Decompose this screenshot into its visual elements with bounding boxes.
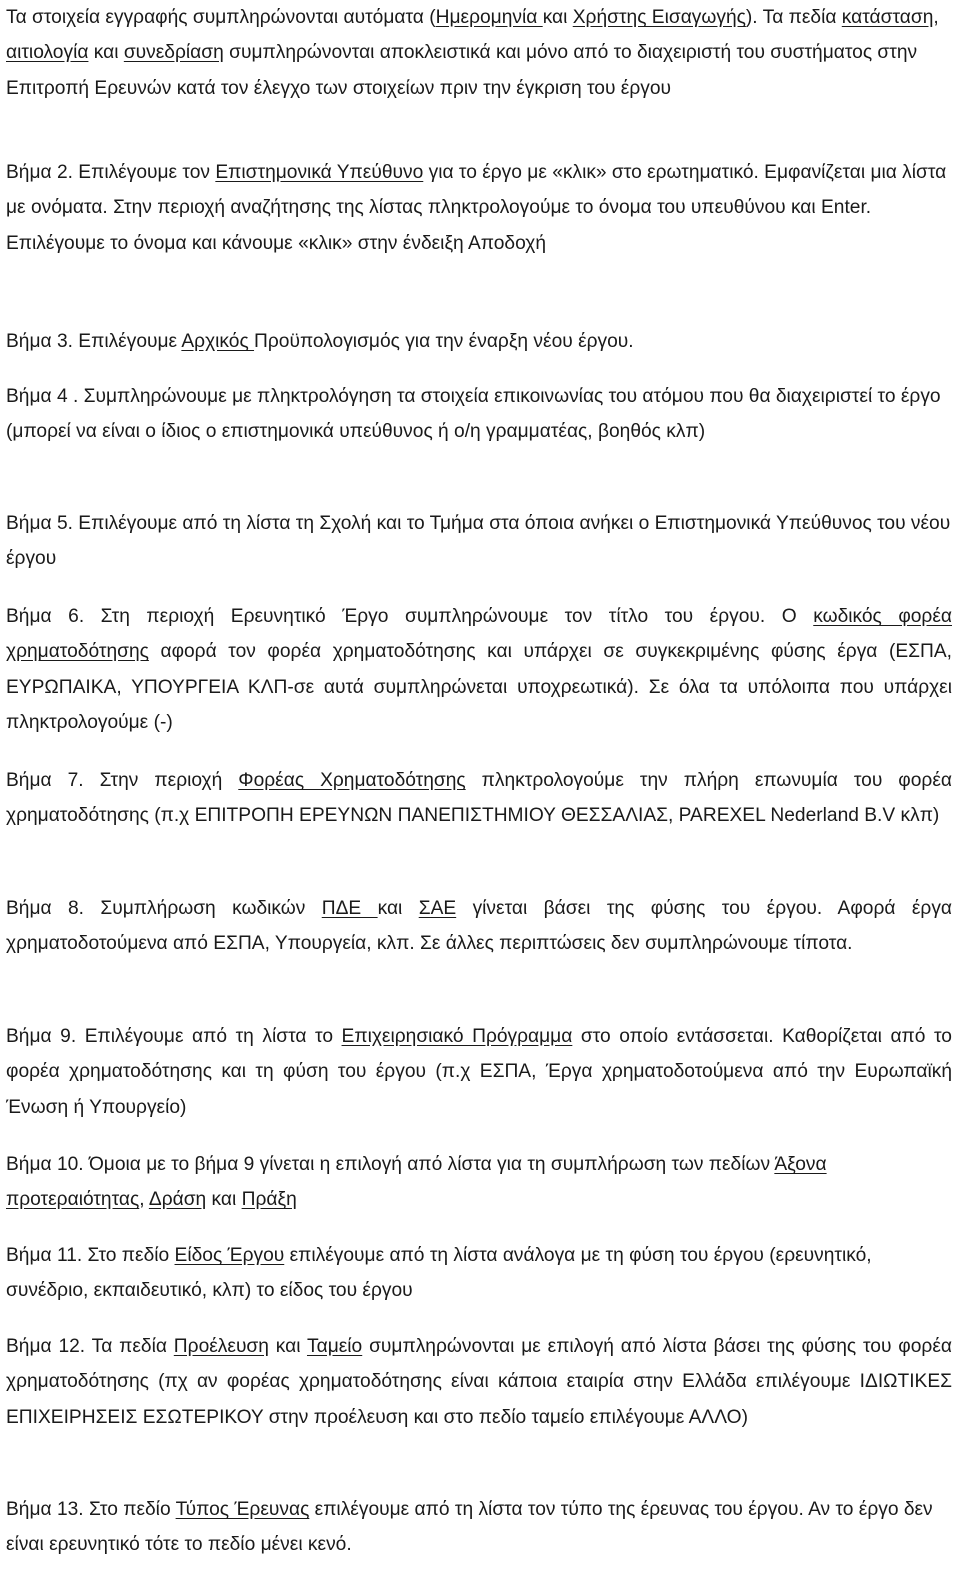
field-funder-underlined: Φορέας Χρηματοδότησης: [238, 770, 466, 791]
step-8-paragraph: [6, 891, 952, 962]
text-run: Βήμα 11. Στο πεδίο: [6, 1245, 175, 1266]
text-run: Βήμα 2. Επιλέγουμε τον: [6, 162, 216, 183]
field-sae-underlined: ΣΑΕ: [418, 898, 457, 919]
text-run: ). Τα πεδία: [745, 7, 842, 28]
text-run: στο οποίο εντάσσεται. Καθορίζεται από το φορέα χρηματοδότησης και τη φύση του έργου (π.χ ΕΣΠΑ, Έργα χρηματοδοτούμενα από την Ευρωπαϊκή Ένωση ή Υπουργείο): [6, 1026, 952, 1118]
field-project-type-underlined: Είδος Έργου: [174, 1245, 285, 1266]
field-action-underlined: Δράση: [148, 1189, 207, 1211]
text-run: και: [268, 1336, 307, 1357]
text-run: επιλέγουμε από τη λίστα ανάλογα με τη φύση του έργου (ερευνητικό, συνέδριο, εκπαιδευτικό, κλπ) το είδος του έργου: [6, 1245, 872, 1302]
step-6-paragraph: [6, 599, 952, 740]
field-operational-programme-underlined: Επιχειρησιακό Πρόγραμμα: [341, 1026, 573, 1047]
text-run: και: [542, 7, 573, 28]
text-run: Βήμα 4 . Συμπληρώνουμε με πληκτρολόγηση τα στοιχεία επικοινωνίας του ατόμου που θα διαχειριστεί το έργο (μπορεί να είναι ο ίδιος ο επιστημονικά υπεύθυνος ή ο/η γραμματέας, βοηθός κλπ): [6, 386, 941, 443]
field-origin-underlined: Προέλευση: [173, 1336, 269, 1357]
text-run: και: [377, 898, 419, 919]
step-11-paragraph: [6, 1238, 952, 1309]
step-4-paragraph: [6, 379, 952, 450]
text-run: πληκτρολογούμε την πλήρη επωνυμία του φορέα χρηματοδότησης (π.χ ΕΠΙΤΡΟΠΗ ΕΡΕΥΝΩΝ ΠΑΝΕΠΙΣΤΗΜΙΟΥ ΘΕΣΣΑΛΙΑΣ, PAREXEL Nederland B.V κλπ): [6, 770, 952, 827]
text-run: συμπληρώνονται αποκλειστικά και μόνο από το διαχειριστή του συστήματος στην Επιτροπή Ερευνών κατά τον έλεγχο των στοιχείων πριν την έγκριση του έργου: [6, 42, 918, 99]
step-3-paragraph: [6, 324, 952, 359]
text-run: γίνεται βάσει της φύσης του έργου. Αφορά έργα χρηματοδοτούμενα από ΕΣΠΑ, Υπουργεία, κλπ. Σε άλλες περιπτώσεις δεν συμπληρώνουμε τίποτα.: [6, 898, 953, 955]
text-run: Βήμα 13. Στο πεδίο: [6, 1499, 176, 1520]
text-run: Βήμα 6. Στη περιοχή Ερευνητικό Έργο συμπληρώνουμε τον τίτλο του έργου. Ο: [6, 606, 814, 627]
field-date-underlined: Ημερομηνία: [435, 7, 543, 28]
field-operation-underlined: Πράξη: [241, 1189, 297, 1211]
text-run: Προϋπολογισμός για την έναρξη νέου έργου.: [254, 331, 634, 352]
text-run: συμπληρώνονται με επιλογή από λίστα βάσει της φύσης του φορέα χρηματοδότησης (πχ αν φορέας χρηματοδότησης είναι κάποια εταιρία στην Ελλάδα επιλέγουμε ΙΔΙΩΤΙΚΕΣ ΕΠΙΧΕΙΡΗΣΕΙΣ ΕΣΩΤΕΡΙΚΟΥ στην προέλευση και στο πεδίο ταμείο επιλέγουμε ΑΛΛΟ): [6, 1336, 952, 1428]
text-run: και: [206, 1189, 242, 1211]
step-10-paragraph: [6, 1147, 952, 1218]
text-run: Βήμα 7. Στην περιοχή: [6, 770, 239, 791]
text-run: Βήμα 3. Επιλέγουμε: [6, 331, 182, 352]
field-pde-underlined: ΠΔΕ: [321, 898, 378, 919]
text-run: επιλέγουμε από τη λίστα τον τύπο της έρευνας του έργου. Αν το έργο δεν είναι ερευνητικό τότε το πεδίο μένει κενό.: [6, 1499, 933, 1556]
text-run: αφορά τον φορέα χρηματοδότησης και υπάρχει σε συγκεκριμένης φύσης έργα (ΕΣΠΑ, ΕΥΡΩΠΑΙΚΑ, ΥΠΟΥΡΓΕΙΑ ΚΛΠ-σε αυτά συμπληρώνεται υποχρεωτικά). Σε όλα τα υπόλοιπα που υπάρχει πληκτρολογούμε (-): [6, 641, 952, 733]
text-run: για το έργο με «κλικ» στο ερωτηματικό. Εμφανίζεται μια λίστα με ονόματα. Στην περιοχή αναζήτησης της λίστας πληκτρολογούμε το όνομα του υπευθύνου και Enter. Επιλέγουμε το όνομα και κάνουμε «κλικ» στην ένδειξη Αποδοχή: [6, 162, 947, 254]
field-research-type-underlined: Τύπος Έρευνας: [175, 1499, 310, 1520]
field-status-underlined: κατάσταση: [841, 7, 934, 28]
text-run: Βήμα 9. Επιλέγουμε από τη λίστα το: [6, 1026, 342, 1047]
field-priority-axis-underlined: Άξονα προτεραιότητας: [6, 1154, 827, 1211]
text-run: Βήμα 10. Όμοια με το βήμα 9 γίνεται η επιλογή από λίστα για τη συμπλήρωση των πεδίων: [6, 1154, 775, 1175]
step-12-paragraph: [6, 1329, 952, 1435]
step-13-paragraph: [6, 1492, 952, 1563]
field-reason-underlined: αιτιολογία: [6, 42, 89, 64]
field-funder-code-underlined: κωδικός φορέα χρηματοδότησης: [6, 606, 952, 663]
text-run: Βήμα 8. Συμπλήρωση κωδικών: [6, 898, 322, 919]
field-entry-user-underlined: Χρήστης Εισαγωγής: [572, 7, 746, 28]
field-initial-underlined: Αρχικός: [181, 331, 255, 352]
text-run: Βήμα 5. Επιλέγουμε από τη λίστα τη Σχολή και το Τμήμα στα όποια ανήκει ο Επιστημονικά Υπεύθυνος του νέου έργου: [6, 513, 951, 570]
step-5-paragraph: [6, 506, 952, 577]
field-session-underlined: συνεδρίαση: [123, 42, 224, 64]
step-7-paragraph: [6, 763, 952, 834]
text-run: Τα στοιχεία εγγραφής συμπληρώνονται αυτόματα (: [6, 7, 436, 28]
intro-paragraph: [6, 0, 952, 106]
text-run: Βήμα 12. Τα πεδία: [6, 1336, 174, 1357]
text-run: ,: [139, 1189, 149, 1211]
step-2-paragraph: [6, 155, 952, 261]
text-run: ,: [933, 7, 939, 28]
text-run: και: [88, 42, 124, 64]
field-fund-underlined: Ταμείο: [306, 1336, 363, 1357]
step-9-paragraph: [6, 1019, 952, 1125]
field-scientific-manager-underlined: Επιστημονικά Υπεύθυνο: [215, 162, 424, 183]
